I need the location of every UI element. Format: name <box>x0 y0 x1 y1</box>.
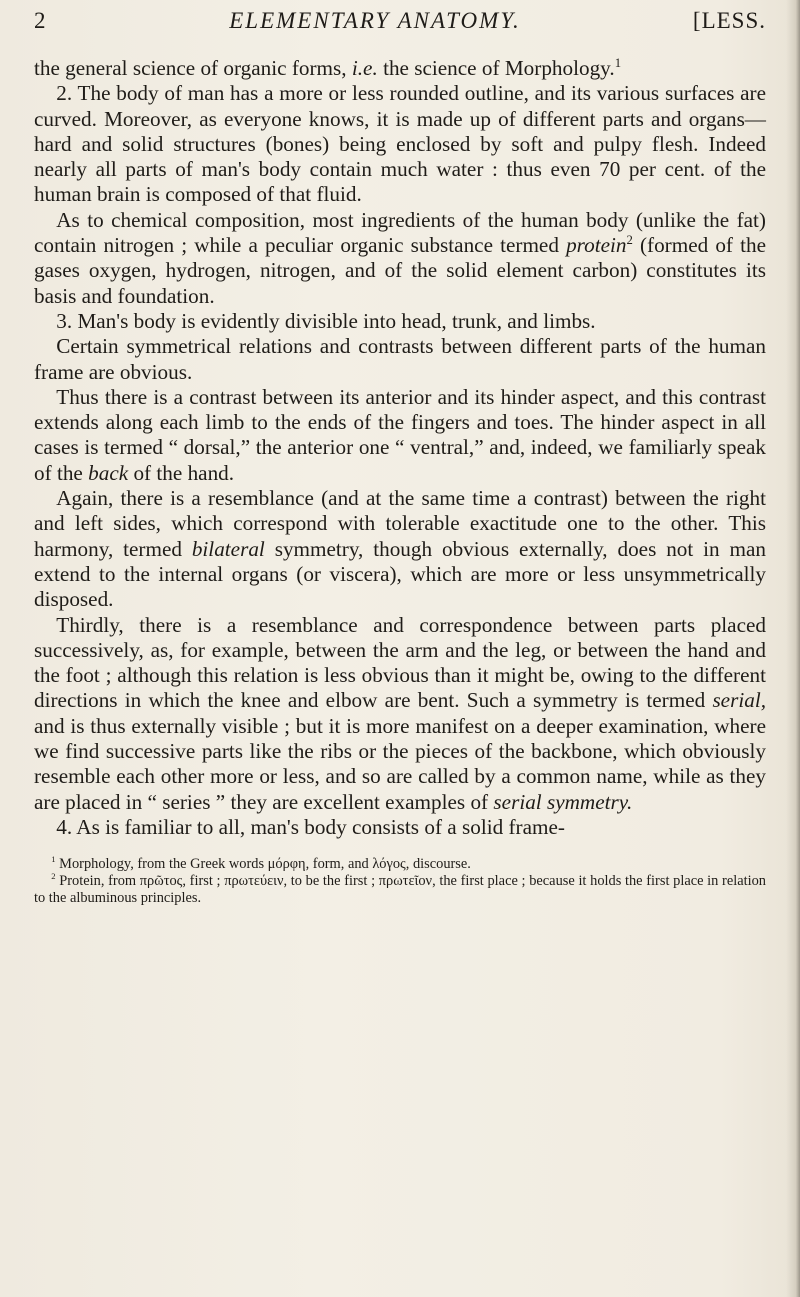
text-run: of the hand. <box>128 460 235 485</box>
paragraph-chemical-composition <box>34 208 766 309</box>
text-run: and is thus externally visible ; but it is more manifest on a deeper examination, where we find successive parts like the ribs or the pieces of the backbone, which obviously resemble each other more or less, and so are called by a common name, while as they are placed in “ series ” they are excellent examples of <box>34 713 766 814</box>
text-run: Thus there is a contrast between its anterior and its hinder aspect, and this contrast extends along each limb to the ends of the fingers and toes. The hinder aspect in all cases is termed “ dorsal,” the anterior one “ ventral,” and, indeed, we familiarly speak of the <box>34 384 766 485</box>
footnote-text: Protein, from πρῶτος, first ; πρωτεύειν, to be the first ; πρωτεῖον, the first place ; because it holds the first place in relation to the albuminous principles. <box>34 873 766 907</box>
footnote-marker: 2 <box>51 871 56 882</box>
paragraph-2: 2. The body of man has a more or less rounded outline, and its various surfaces are curved. Moreover, as everyone knows, it is made up of different parts and organs—hard and solid structures (bones) being enclosed by soft and pulpy flesh. Indeed nearly all parts of man's body contain much water : thus even 70 per cent. of the human brain is composed of that fluid. <box>34 81 766 207</box>
italic-term: bilateral <box>191 536 265 561</box>
text-run: Again, there is a resemblance (and at the same time a contrast) between the right and left sides, which correspond with tolerable exactitude one to the other. This harmony, termed <box>34 486 766 561</box>
footnote <box>34 873 766 907</box>
footnotes <box>34 856 766 907</box>
paragraph-serial <box>34 613 766 815</box>
section-mark: [LESS. <box>692 8 766 33</box>
footnote-marker: 1 <box>51 854 56 865</box>
page-number: 2 <box>34 8 47 33</box>
italic-term: serial symmetry. <box>493 789 633 814</box>
running-header <box>34 8 766 42</box>
paragraph-4: 4. As is familiar to all, man's body consists of a solid frame- <box>56 814 565 839</box>
running-title: ELEMENTARY ANATOMY. <box>229 8 521 33</box>
text-run: As to chemical composition, most ingredients of the human body (unlike the fat) contain nitrogen ; while a peculiar organic substance termed <box>34 207 766 258</box>
text-run: the general science of organic forms, <box>34 56 352 80</box>
footnote <box>34 856 766 873</box>
italic-term: protein <box>566 233 627 258</box>
text-run: Thirdly, there is a resemblance and correspondence between parts placed successively, as, for example, between the arm and the leg, or between the hand and the foot ; although this relation is less obvious than it might be, owing to the different directions in which the knee and elbow are bent. Such a symmetry is termed <box>34 612 766 713</box>
paragraph-continuation <box>34 56 766 81</box>
footnote-text: Morphology, from the Greek words μόρφη, form, and λόγος, discourse. <box>55 856 471 873</box>
footnote-marker: 1 <box>614 55 622 70</box>
text-run: the science of Morphology. <box>377 56 615 80</box>
page-edge-shadow <box>786 0 800 1297</box>
text-run: (formed of the gases oxygen, hydrogen, nitrogen, and of the solid element carbon) constitutes its basis and foundation. <box>34 233 766 308</box>
body-text <box>34 56 766 840</box>
paragraph-symmetry: Certain symmetrical relations and contrasts between different parts of the human frame are obvious. <box>34 334 766 384</box>
italic-term: serial, <box>712 688 766 713</box>
paragraph-3: 3. Man's body is evidently divisible into head, trunk, and limbs. <box>56 308 596 333</box>
paragraph-dorsal-ventral <box>34 385 766 486</box>
italic-abbreviation: i.e. <box>351 56 378 80</box>
italic-term: back <box>88 460 129 485</box>
footnote-marker: 2 <box>626 233 633 248</box>
text-run: symmetry, though obvious externally, does not in man extend to the internal organs (or viscera), which are more or less unsymmetrically disposed. <box>34 536 766 612</box>
paragraph-bilateral <box>34 486 766 612</box>
